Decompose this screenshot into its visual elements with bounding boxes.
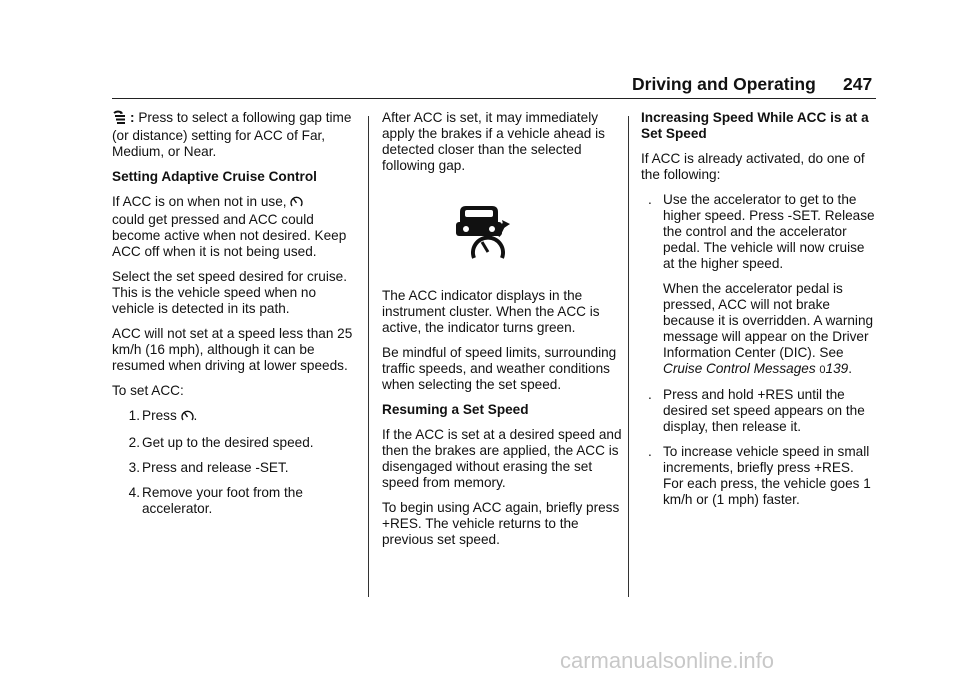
mindful-paragraph: Be mindful of speed limits, surrounding traffic speeds, and weather conditions when selecting the set speed. [382, 345, 617, 392]
step-number: 3. [128, 460, 140, 475]
section-title: Driving and Operating [632, 74, 816, 94]
gap-paragraph [112, 110, 362, 160]
option-text: Press and hold +RES until the desired set speed appears on the display, then release it. [663, 387, 865, 434]
cruise-speedometer-icon [181, 409, 194, 426]
list-item [641, 192, 877, 378]
list-item [112, 485, 362, 517]
cruise-speedometer-icon [290, 195, 303, 212]
gap-colon: : [130, 110, 135, 125]
step-text: Press and release -SET. [142, 460, 289, 475]
option-text: Use the accelerator to get to the higher speed. Press -SET. Release the control and the accelerator pedal. The vehicle will now cruise at the higher speed. [663, 192, 875, 271]
not-set-paragraph: ACC will not set at a speed less than 25 km/h (16 mph), although it can be resumed when driving at lower speeds. [112, 326, 353, 373]
list-item [641, 444, 877, 508]
cross-reference-link[interactable]: Cruise Control Messages [663, 361, 816, 376]
column-1 [112, 110, 362, 526]
page-ref-icon: 0 [819, 364, 826, 376]
header-rule [112, 98, 876, 99]
column-divider-2 [628, 116, 629, 597]
watermark: carmanualsonline.info [560, 648, 775, 673]
column-2 [382, 110, 622, 557]
following-gap-icon [112, 110, 130, 128]
options-list [641, 192, 877, 508]
intro-paragraph: If ACC is already activated, do one of the following: [641, 151, 865, 182]
bullet: . [648, 387, 652, 402]
heading-setting-acc: Setting Adaptive Cruise Control [112, 169, 317, 184]
to-set-label: To set ACC: [112, 383, 184, 398]
after-set-paragraph: After ACC is set, it may immediately apply the brakes if a vehicle ahead is detected closer than the selected following gap. [382, 110, 605, 173]
page-number: 247 [843, 74, 873, 94]
step-text: Get up to the desired speed. [142, 435, 314, 450]
resume-paragraph: If the ACC is set at a desired speed and then the brakes are applied, the ACC is disengaged without erasing the set speed from memory. [382, 427, 622, 490]
column-divider-1 [368, 116, 369, 597]
step-number: 2. [128, 435, 140, 450]
list-item [112, 435, 362, 451]
heading-increasing-speed: Increasing Speed While ACC is at a Set Speed [641, 110, 869, 141]
step-number: 4. [128, 485, 140, 500]
sub-text: When the accelerator pedal is pressed, ACC will not brake because it is overridden. A warning message will appear on the Driver Information Center (DIC). See [663, 281, 874, 360]
set-steps-list [112, 408, 362, 517]
list-item [641, 387, 877, 435]
indicator-paragraph: The ACC indicator displays in the instrument cluster. When the ACC is active, the indicator turns green. [382, 288, 600, 335]
column-3 [641, 110, 877, 517]
page-ref-number[interactable]: 139 [825, 361, 849, 376]
step-text: Press [142, 408, 177, 423]
sub-end: . [848, 361, 852, 376]
acc-indicator-icon [452, 202, 518, 260]
page-header [0, 70, 960, 100]
step-text: Remove your foot from the accelerator. [142, 485, 303, 516]
bullet: . [648, 192, 652, 207]
step-number: 1. [128, 408, 140, 423]
option-subparagraph [663, 281, 877, 378]
heading-resuming: Resuming a Set Speed [382, 402, 529, 417]
list-item [112, 460, 362, 476]
select-speed-paragraph: Select the set speed desired for cruise. This is the vehicle speed when no vehicle is detected in its path. [112, 269, 347, 316]
list-item [112, 408, 362, 426]
step-period: . [193, 408, 198, 423]
option-text: To increase vehicle speed in small increments, briefly press +RES. For each press, the vehicle goes 1 km/h or (1 mph) faster. [663, 444, 871, 507]
gap-description: Press to select a following gap time (or distance) setting for ACC of Far, Medium, or Near. [112, 110, 352, 159]
bullet: . [648, 444, 652, 459]
acc-on-rest: could get pressed and ACC could become active when not desired. Keep ACC off when it is not being used. [112, 212, 347, 259]
acc-on-paragraph [112, 194, 362, 260]
begin-again-paragraph: To begin using ACC again, briefly press +RES. The vehicle returns to the previous set speed. [382, 500, 620, 547]
acc-on-text: If ACC is on when not in use, [112, 194, 287, 209]
